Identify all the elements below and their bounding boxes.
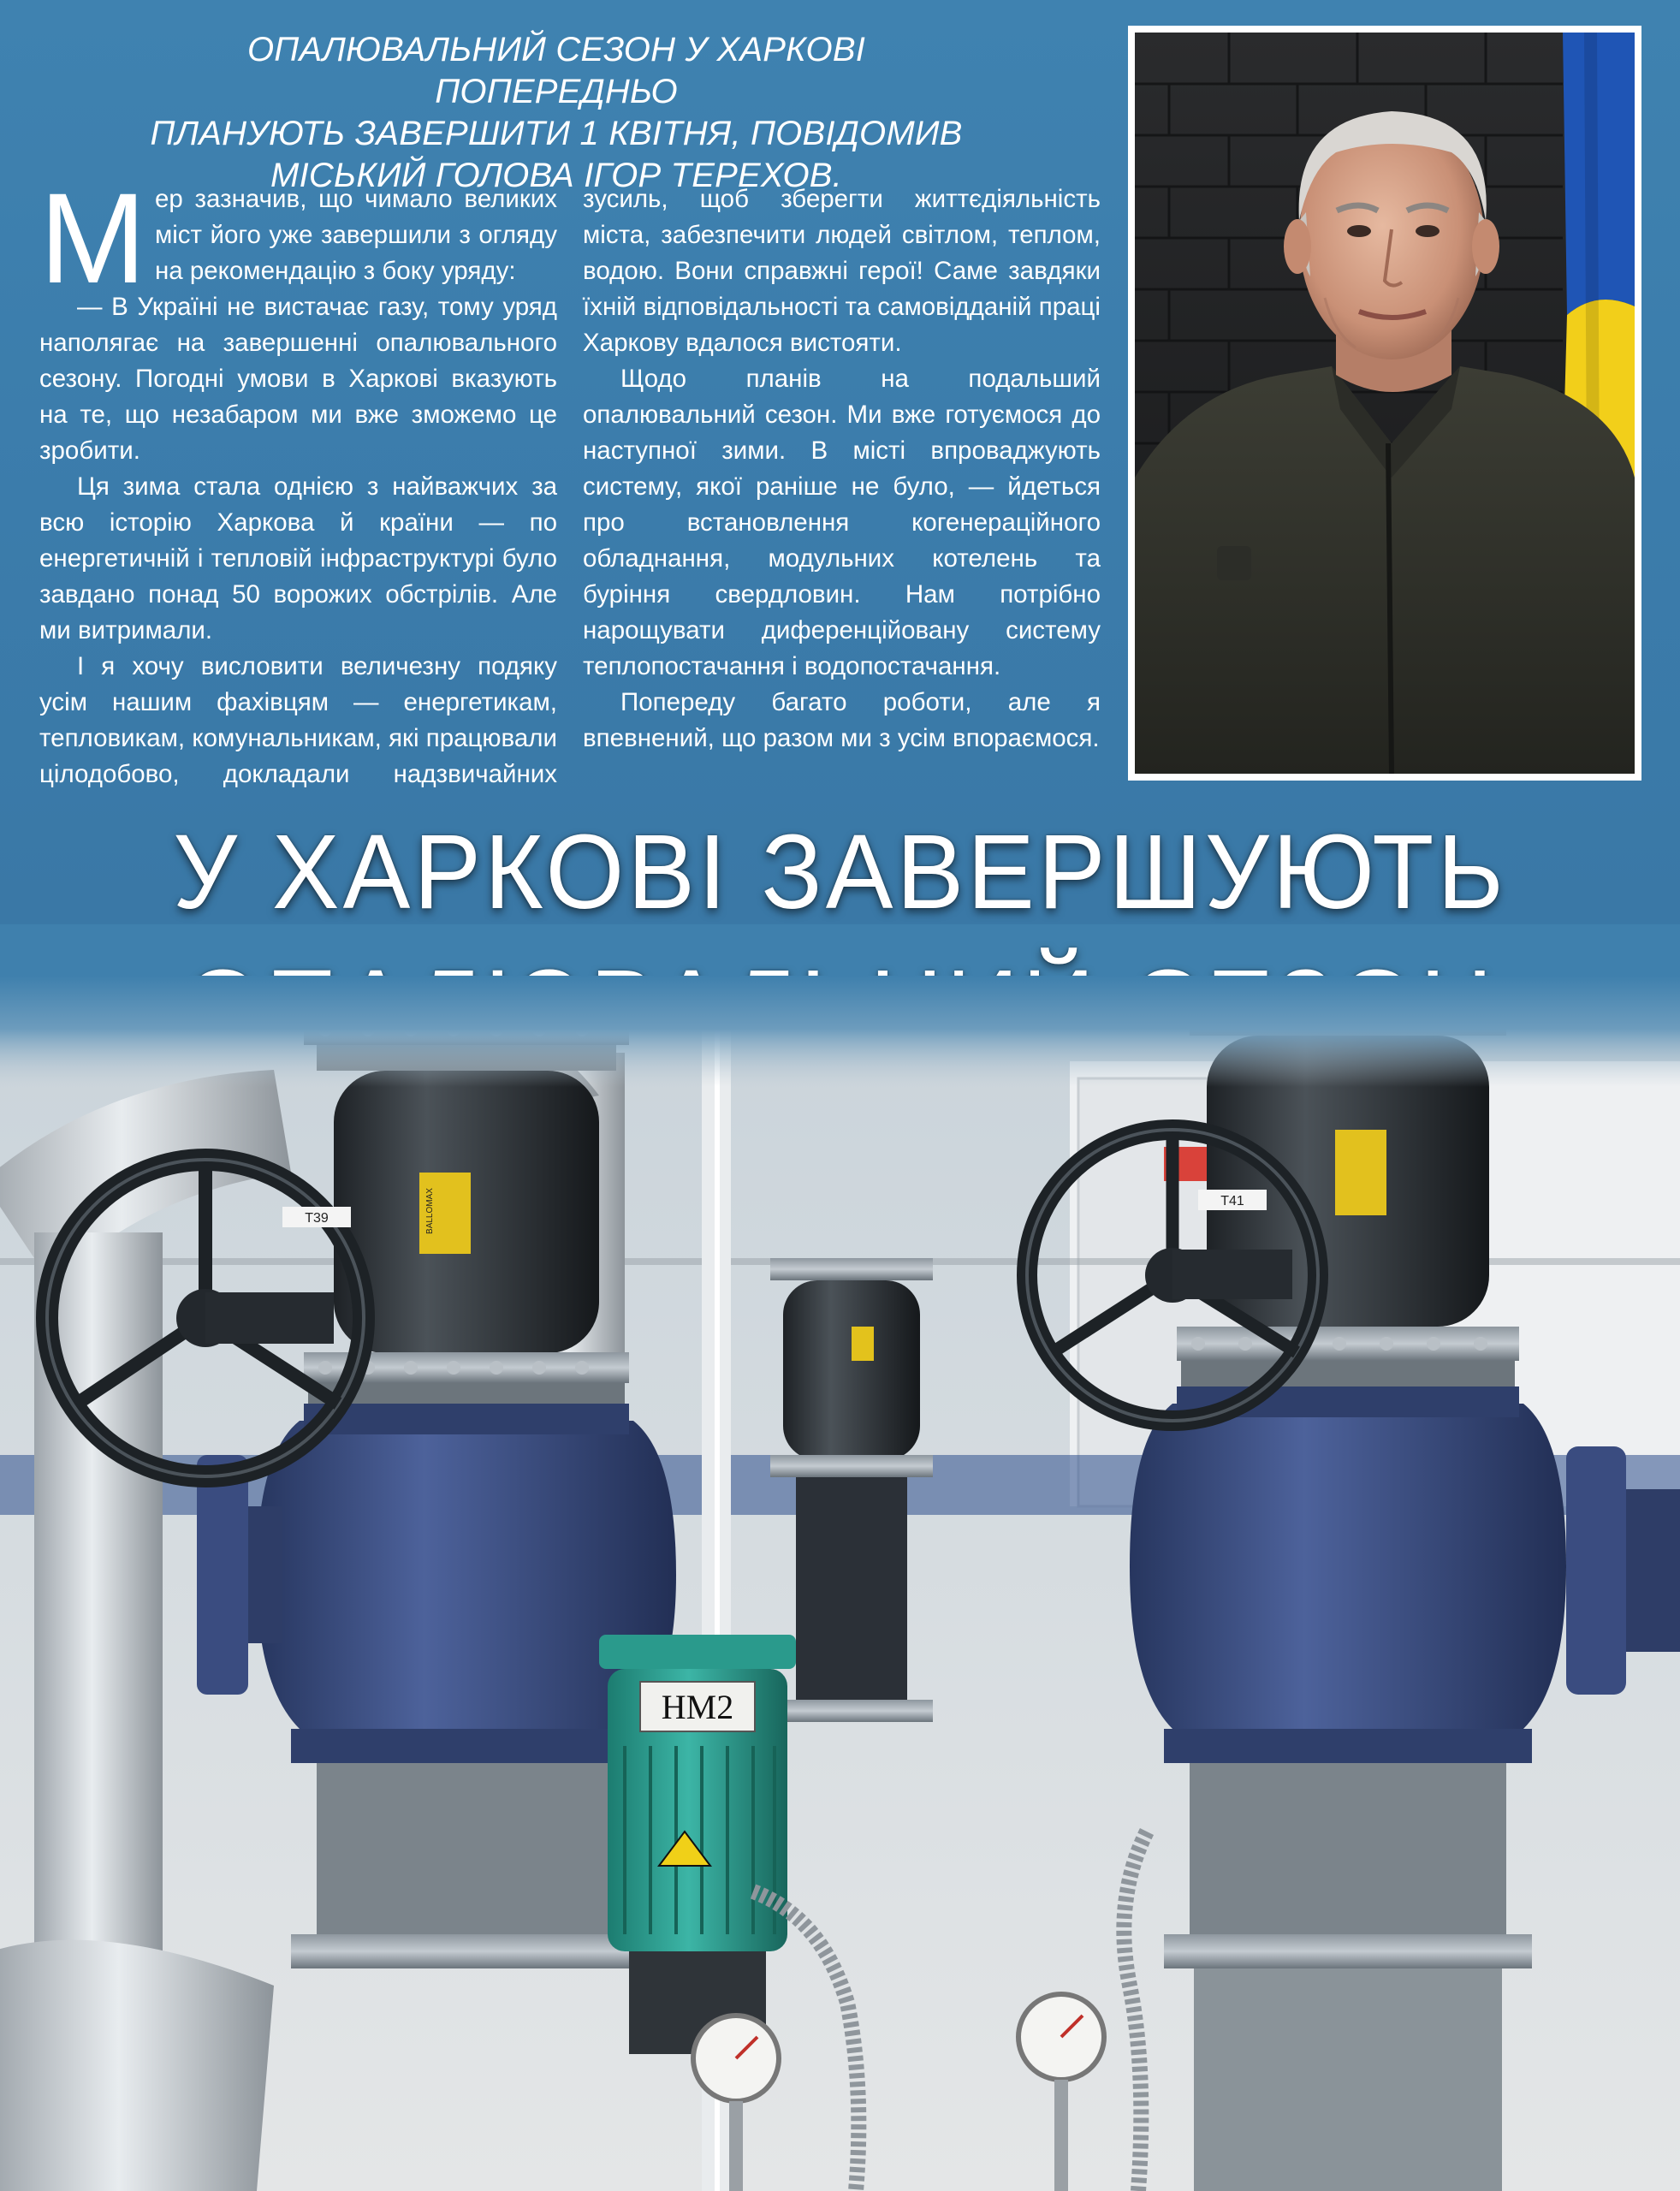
article-paragraph-4: І я хочу висловити величезну подяку усім нашим фахівцям — енергетикам, тепловикам, комунальникам, які працювали цілодобово, докладали надзвичайних зусиль, щоб зберегти життєдіяльність міста, забезпечити людей світлом, теплом, водою. Вони справжні герої! Саме завдяки їхній відповідальності та самовідданій праці Харкову вдалося вистояти.	[39, 185, 1101, 788]
lead-line-1: ОПАЛЮВАЛЬНИЙ СЕЗОН У ХАРКОВІ ПОПЕРЕДНЬО	[246, 31, 866, 110]
portrait-photo	[1128, 26, 1641, 781]
drop-cap: М	[39, 166, 146, 310]
article-paragraph-2: — В Україні не вистачає газу, тому уряд наполягає на завершенні опалювального сезону. Погодні умови в Харкові вказують на те, що незабаром ми вже зможемо це зробити.	[39, 293, 557, 465]
boiler-room-illustration	[0, 976, 1680, 2191]
portrait-illustration	[1135, 33, 1635, 774]
article-paragraph-3: Ця зима стала однією з найважчих за всю історію Харкова й країни — по енергетичній і тепловій інфраструктурі було завдано понад 50 ворожих обстрілів. Але ми витримали.	[39, 472, 557, 644]
headline-line-1: У ХАРКОВІ ЗАВЕРШУЮТЬ	[173, 812, 1507, 932]
article-paragraph-5: Щодо планів на подальший опалювальний сезон. Ми вже готуємося до наступної зими. В місті впроваджують систему, якої раніше не було, — йдеться про встановлення когенераційного обладнання, модульних котелень та буріння свердловин. Нам потрібно нарощувати диференційовану систему теплопостачання і водопостачання.	[583, 365, 1101, 680]
article-paragraph-1-text: ер зазначив, що чимало великих міст його уже завершили з огляду на рекомендацію з боку уряду:	[154, 185, 557, 285]
lead-paragraph	[128, 29, 984, 197]
article-paragraph-6: Попереду багато роботи, але я впевнений, що разом ми з усім впораємося.	[583, 688, 1101, 752]
article-paragraph-1	[39, 166, 557, 310]
lead-line-2: ПЛАНУЮТЬ ЗАВЕРШИТИ 1 КВІТНЯ, ПОВІДОМИВ	[150, 115, 963, 152]
boiler-room-photo	[0, 976, 1680, 2191]
lead-line-3: МІСЬКИЙ ГОЛОВА ІГОР ТЕРЕХОВ.	[270, 157, 842, 194]
pump-label: НМ2	[661, 1688, 734, 1726]
